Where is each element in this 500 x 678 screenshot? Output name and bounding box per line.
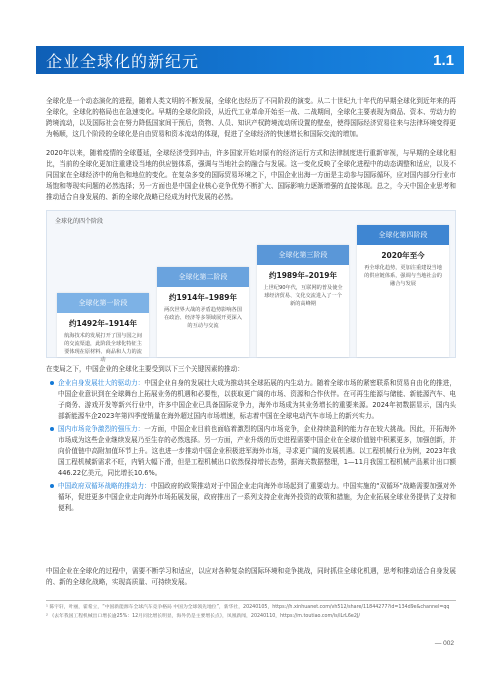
bullet-lead: 国内市场竞争激烈的强压力： [58,425,145,433]
stage-name: 全球化第四阶段 [357,225,449,245]
stage-card-3 [257,245,349,357]
list-item [58,424,456,479]
stage-years: 约1989年–2019年 [269,271,337,280]
globalization-stages-figure [46,210,456,363]
stage-years: 约1492年–1914年 [69,319,137,328]
paragraph-conclusion: 中国企业在全球化的过程中，需要不断学习和适应，以应对各种复杂的国际环境和竞争挑战，同时抓住全球化机遇，思考和推动适合自身发展的、新的全球化战略，实现高质量、可持续发展。 [46,567,456,586]
bullet-text: 中国企业自身的发展壮大成为推动其全球拓展的内生动力。随着全球市场的紧密联系和贸易自由化的推进，中国企业意识到在全球舞台上拓展业务的机遇和必要性，以获取更广阔的市场、资源和合作伙伴。在可再生能源与储能、新能源汽车、电子商务、游戏开发等新兴行业中，许多中国企业已具备国际竞争力，海外市场成为其业务增长的重要来源。2024年初数据显示，国内头部新能源车企2023年第四季度销量在海外超过国内市场增速，标志着中国在全球电动汽车市场上的新兴实力。 [58,379,457,420]
stage-card-4 [357,225,449,357]
page-number: — 002 [434,640,454,647]
stage-card-2 [157,267,249,357]
list-item [58,378,456,422]
paragraph-2020: 2020年以来，随着疫情的全球蔓延，全球经济受到冲击，许多国家开始对原有的经济运行方式和法律制度进行重新审视，与早期的全球化相比，当前的全球化更加注重建设当地的供应链体系，强调与当地社会的融合与发展。这一变化反映了全球化进程中的动态调整和适应，以及不同国家在全球经济中的角色和地位的变化。在复杂多变的国际贸易环境之下，中国企业出海一方面是主动参与国际循环，应对国内部分行业市场饱和等现实问题的必然选择；另一方面也是中国企业核心竞争优势不断扩大、国际影响力逐渐增强的直接体现。总之，今天中国企业思考和推动适合自身发展的、新的全球化战略已经成为时代发展的必然。 [46,149,456,201]
paragraph-intro: 全球化是一个动态演化的进程，随着人类文明的不断发展，全球化也经历了不同阶段的演变。从二十世纪九十年代的早期全球化到近年来的再全球化，全球化的格局也在急速变化。早期的全球化阶段，从近代工业革命开始至一战、二战期间，全球化主要表现为商品、资本、劳动力的跨境流动，以及国际社会在努力降低国家间干预后，货物、人员、知识产权跨境流动所设置的壁垒，使得国际经济贸易往来与法律环境变得更为畅顺，这几个阶段的全球化是自由贸易和资本流动的体现，促进了全球经济的快速增长和国际交流的增加。 [46,97,456,138]
bullet-lead: 企业自身发展壮大的驱动力： [58,379,145,387]
bullet-lead: 中国政府双循环战略的推动力： [58,482,151,490]
stage-name: 全球化第三阶段 [257,245,349,265]
bullet-icon [50,427,54,431]
drivers-list [58,378,456,516]
bullet-text: 一方面，中国企业目前也面临着激烈的国内市场竞争，企业持续盈利的能力存在较大挑战。因此，开拓海外市场成为这些企业继续发展乃至生存的必然选择。另一方面，产业升级的历史进程需要中国企业在全球价值链中积累更多，加强创新，并向价值链中高附加值环节上升。这也进一步推动中国企业积极进军海外市场，寻求更广阔的发展机遇。以工程机械行业为例，2023年我国工程机械新需求不旺，内销大幅下滑，但是工程机械出口依然保持增长态势，据海关数据整理，1—11月我国工程机械产品累计出口额446.22亿美元，同比增长10.6%。 [58,425,457,477]
bullet-icon [50,381,54,385]
stage-name: 全球化第一阶段 [57,293,149,313]
section-header [36,46,464,74]
stage-description: 两次世界大战的矛盾趋势影响各国在政治、经济等多领域展开更深入的互动与交流 [164,307,242,329]
bullet-text: 中国政府的政策推动对于中国企业走向海外市场起到了重要动力。中国实施的“双循环”战略需要加强对外循环，促进更多中国企业走向海外市场拓展发展，政府推出了一系列支持企业海外投资的政策和措施，为企业拓展全球业务提供了支持和便利。 [58,482,456,512]
stage-card-1 [57,293,149,363]
stage-name: 全球化第二阶段 [157,267,249,287]
bullet-icon [50,484,54,488]
footnote-2: ² 《去年我国工程机械出口增长逾25%：12月同比增长明显，海外仍是主要增长点》，凤凰新闻，20240110，https://m.toutiao.com/is/iLrL6e2J/ [46,614,360,619]
stage-description: 再全球化趋势，更加注重建设当地的供应链体系，强调与当地社会的融合与发展 [364,265,442,287]
stage-description: 上世纪90年代，互联网的普及使全球经济贸易、文化交流进入了一个新的高峰期 [263,285,343,307]
stage-years: 2020年至今 [381,251,425,260]
footnote-divider [46,600,456,601]
footnote-1: ¹ 陈宇轩，叶丽，霍希立，“中国新能源车全球汽车竞争格局 中国为全球领先地位”，新华社，20240105，https://h.xinhuanet.com/vh512/share/11844277?id=134d9e&channel=qq [46,605,450,610]
stage-years: 约1914年–1989年 [169,293,237,302]
section-number: 1.1 [433,51,454,69]
stage-description: 航海技术的发展打开了国与国之间的交流渠道，此阶段全球化特征主要体现在原材料、商品和人力的流动 [64,333,142,363]
figure-title: 全球化的四个阶段 [55,218,104,225]
paragraph-drivers-intro: 在变局之下，中国企业的全球化主要受到以下三个关键因素的推动： [46,365,244,373]
list-item [58,481,456,514]
section-title: 企业全球化的新纪元 [46,51,200,71]
